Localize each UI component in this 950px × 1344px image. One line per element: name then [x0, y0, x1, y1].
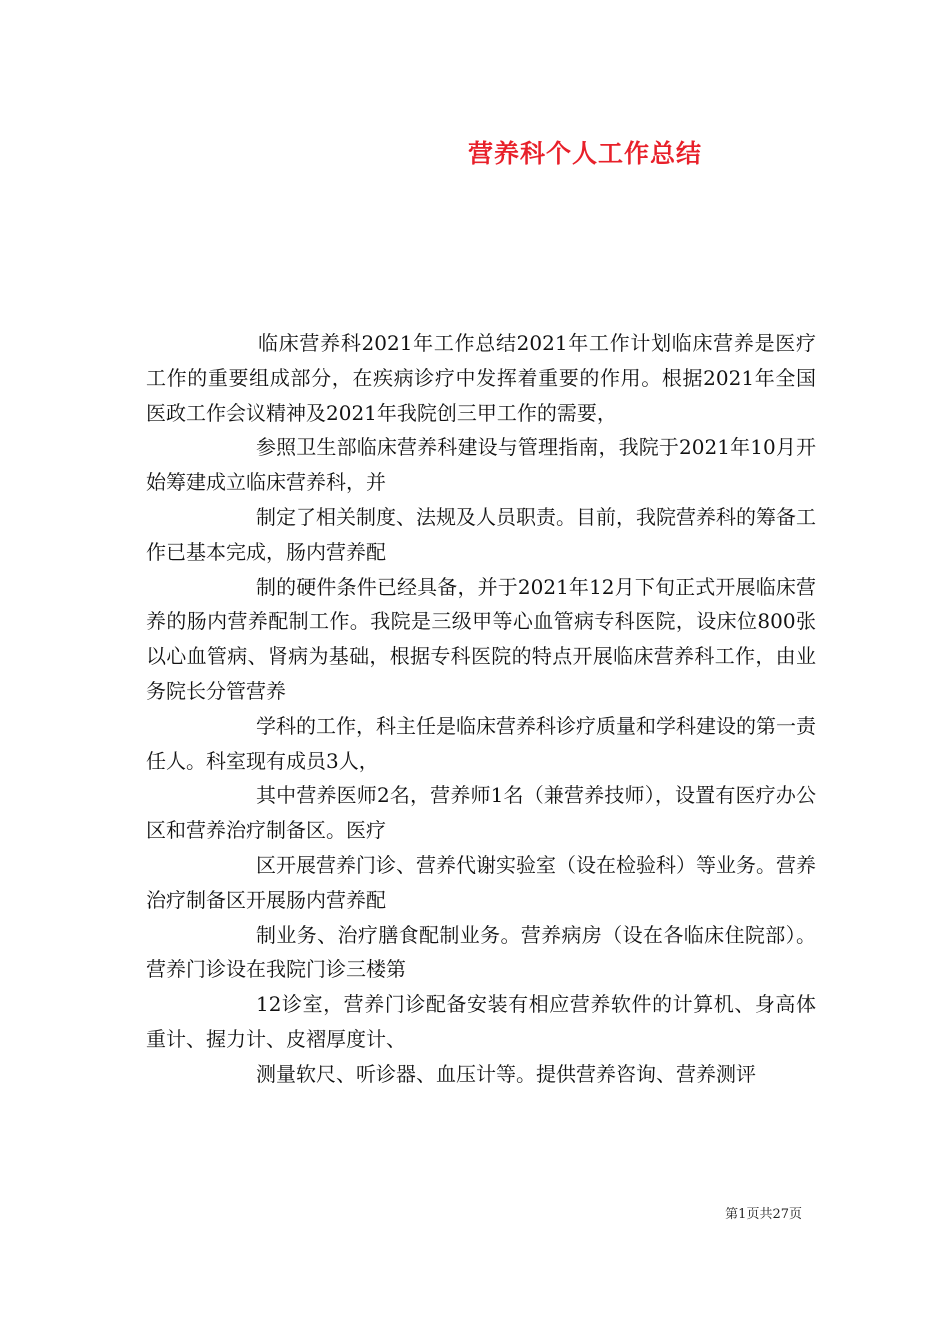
paragraph-8: 制业务、治疗膳食配制业务。营养病房（设在各临床住院部）。营养门诊设在我院门诊三楼第	[146, 922, 816, 982]
document-title: 营养科个人工作总结	[467, 139, 702, 168]
document-body	[146, 326, 816, 1092]
paragraph-4: 制的硬件条件已经具备，并于2021年12月下旬正式开展临床营养的肠内营养配制工作。我院是三级甲等心血管病专科医院，设床位800张以心血管病、肾病为基础，根据专科医院的特点开展临床营养科工作，由业务院长分管营养	[146, 574, 816, 703]
paragraph-1: 临床营养科2021年工作总结2021年工作计划临床营养是医疗工作的重要组成部分，在疾病诊疗中发挥着重要的作用。根据2021年全国医政工作会议精神及2021年我院创三甲工作的需要，	[146, 331, 816, 425]
paragraph-10: 测量软尺、听诊器、血压计等。提供营养咨询、营养测评	[256, 1061, 756, 1086]
paragraph-9: 12诊室，营养门诊配备安装有相应营养软件的计算机、身高体重计、握力计、皮褶厚度计、	[146, 992, 816, 1051]
paragraph-2: 参照卫生部临床营养科建设与管理指南，我院于2021年10月开始筹建成立临床营养科，并	[146, 435, 816, 495]
paragraph-5: 学科的工作，科主任是临床营养科诊疗质量和学科建设的第一责任人。科室现有成员3人，	[146, 713, 816, 773]
paragraph-6: 其中营养医师2名，营养师1名（兼营养技师），设置有医疗办公区和营养治疗制备区。医疗	[146, 783, 816, 843]
paragraph-3: 制定了相关制度、法规及人员职责。目前，我院营养科的筹备工作已基本完成，肠内营养配	[146, 504, 816, 564]
page-number-footer: 第1页共27页	[725, 1207, 802, 1222]
paragraph-7: 区开展营养门诊、营养代谢实验室（设在检验科）等业务。营养治疗制备区开展肠内营养配	[146, 852, 816, 912]
